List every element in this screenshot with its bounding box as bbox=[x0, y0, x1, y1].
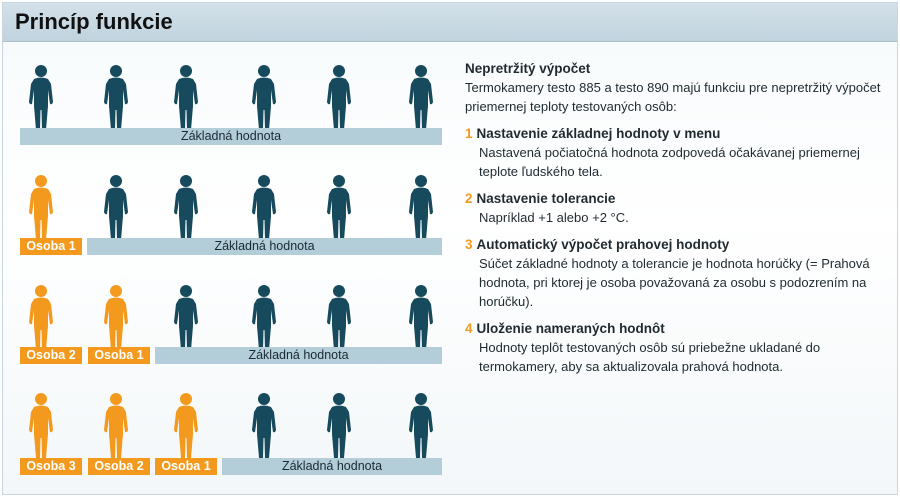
person-icon bbox=[100, 174, 132, 242]
person-icon bbox=[323, 392, 355, 460]
person-icon bbox=[323, 284, 355, 352]
person-marker: Osoba 2 bbox=[88, 458, 150, 475]
base-value-bar: Základná hodnota bbox=[87, 238, 442, 255]
explanation-column bbox=[465, 59, 885, 376]
fever-person-icon bbox=[25, 284, 57, 352]
fever-person-icon bbox=[25, 174, 57, 242]
person-icon bbox=[170, 284, 202, 352]
step-2 bbox=[465, 189, 885, 227]
infographic-frame bbox=[2, 2, 898, 495]
person-icon bbox=[170, 174, 202, 242]
step-title: Nastavenie základnej hodnoty v menu bbox=[476, 126, 721, 141]
page-title: Princíp funkcie bbox=[15, 9, 173, 34]
person-icon bbox=[323, 174, 355, 242]
step-3 bbox=[465, 235, 885, 311]
person-marker: Osoba 1 bbox=[20, 238, 82, 255]
step-body: Súčet základné hodnoty a tolerancie je hodnota horúčky (= Prahová hodnota, pri ktorej je osoba považovaná za osobu s podozrením na horúčku). bbox=[479, 256, 870, 309]
fever-person-icon bbox=[100, 284, 132, 352]
step-body: Nastavená počiatočná hodnota zodpovedá očakávanej priemernej teplote ľudského tela. bbox=[479, 145, 860, 179]
step-title: Nastavenie tolerancie bbox=[476, 191, 616, 206]
person-icon bbox=[405, 284, 437, 352]
base-value-bar: Základná hodnota bbox=[222, 458, 442, 475]
person-marker: Osoba 1 bbox=[155, 458, 217, 475]
person-icon bbox=[25, 64, 57, 132]
fever-person-icon bbox=[170, 392, 202, 460]
step-body: Napríklad +1 alebo +2 °C. bbox=[479, 210, 629, 225]
header-bar bbox=[3, 3, 897, 42]
person-icon bbox=[248, 64, 280, 132]
person-icon bbox=[248, 174, 280, 242]
fever-person-icon bbox=[100, 392, 132, 460]
person-icon bbox=[248, 392, 280, 460]
person-icon bbox=[100, 64, 132, 132]
base-value-bar: Základná hodnota bbox=[155, 347, 442, 364]
person-icon bbox=[405, 64, 437, 132]
person-icon bbox=[170, 64, 202, 132]
person-icon bbox=[405, 392, 437, 460]
person-marker: Osoba 3 bbox=[20, 458, 82, 475]
step-4 bbox=[465, 319, 885, 376]
step-number: 1 bbox=[465, 126, 473, 141]
person-marker: Osoba 2 bbox=[20, 347, 82, 364]
person-marker: Osoba 1 bbox=[88, 347, 150, 364]
step-number: 4 bbox=[465, 321, 473, 336]
person-icon bbox=[323, 64, 355, 132]
step-number: 3 bbox=[465, 237, 473, 252]
step-1 bbox=[465, 124, 885, 181]
intro-body: Termokamery testo 885 a testo 890 majú funkciu pre nepretržitý výpočet priemernej teploty testovaných osôb: bbox=[465, 80, 881, 114]
base-value-bar: Základná hodnota bbox=[20, 128, 442, 145]
fever-person-icon bbox=[25, 392, 57, 460]
person-icon bbox=[248, 284, 280, 352]
intro-title: Nepretržitý výpočet bbox=[465, 61, 591, 76]
step-body: Hodnoty teplôt testovaných osôb sú priebežne ukladané do termokamery, aby sa aktualizovala prahová hodnota. bbox=[479, 340, 821, 374]
person-icon bbox=[405, 174, 437, 242]
step-title: Uloženie nameraných hodnôt bbox=[476, 321, 665, 336]
step-title: Automatický výpočet prahovej hodnoty bbox=[476, 237, 730, 252]
step-number: 2 bbox=[465, 191, 473, 206]
